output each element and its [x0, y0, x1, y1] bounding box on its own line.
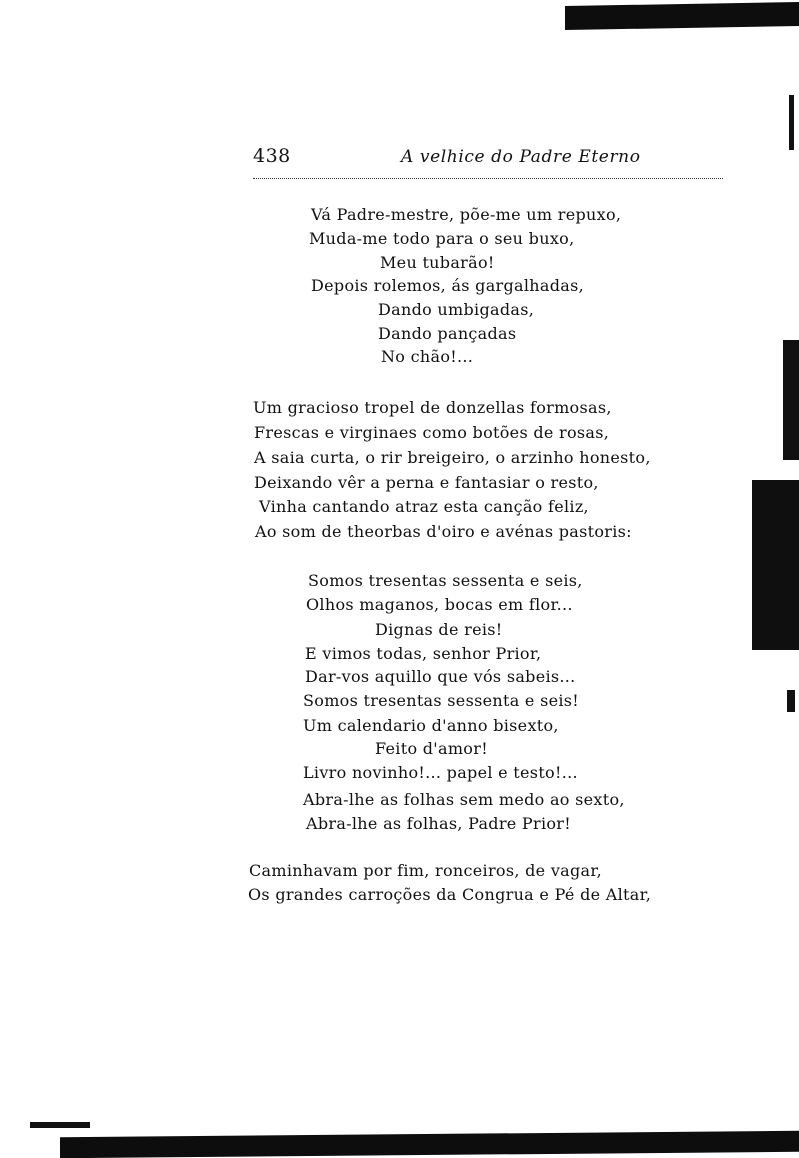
scan-edge-right [783, 340, 799, 460]
verse-line: Vinha cantando atraz esta canção feliz, [259, 497, 589, 516]
scan-edge-right [752, 480, 799, 650]
scan-edge-top [565, 2, 799, 30]
verse-line: A saia curta, o rir breigeiro, o arzinho honesto, [254, 448, 651, 467]
verse-line: Deixando vêr a perna e fantasiar o resto, [254, 473, 599, 492]
scan-edge-bottom [60, 1131, 799, 1158]
verse-line: Frescas e virginaes como botões de rosas, [254, 423, 610, 442]
scan-edge-right [789, 95, 794, 150]
verse-line: Muda-me todo para o seu buxo, [309, 229, 575, 248]
verse-line: Depois rolemos, ás gargalhadas, [311, 276, 585, 295]
verse-line: Dando umbigadas, [378, 300, 535, 319]
verse-line: Um gracioso tropel de donzellas formosas, [253, 398, 612, 417]
page-header [253, 143, 723, 173]
verse-line: Dignas de reis! [375, 620, 503, 639]
scan-edge-right [787, 690, 795, 712]
verse-line: Ao som de theorbas d'oiro e avénas pastoris: [255, 522, 632, 541]
header-rule [253, 178, 723, 179]
verse-line: Feito d'amor! [375, 739, 488, 758]
page-number: 438 [253, 145, 291, 167]
verse-line: Dando pançadas [378, 324, 517, 343]
verse-line: Um calendario d'anno bisexto, [303, 716, 559, 735]
verse-line: No chão!... [381, 347, 474, 366]
verse-line: Dar-vos aquillo que vós sabeis... [305, 667, 576, 686]
verse-line: Abra-lhe as folhas, Padre Prior! [306, 814, 571, 833]
scan-edge-bottom [30, 1122, 90, 1128]
verse-line: Abra-lhe as folhas sem medo ao sexto, [303, 790, 625, 809]
verse-line: Vá Padre-mestre, põe-me um repuxo, [311, 205, 622, 224]
verse-line: E vimos todas, senhor Prior, [305, 644, 542, 663]
verse-line: Caminhavam por fim, ronceiros, de vagar, [249, 861, 602, 880]
verse-line: Somos tresentas sessenta e seis, [308, 571, 583, 590]
running-title: A velhice do Padre Eterno [401, 147, 641, 167]
verse-line: Meu tubarão! [380, 253, 495, 272]
verse-line: Olhos maganos, bocas em flor... [306, 595, 573, 614]
verse-line: Livro novinho!... papel e testo!... [303, 763, 578, 782]
verse-line: Somos tresentas sessenta e seis! [303, 691, 580, 710]
verse-line: Os grandes carroções da Congrua e Pé de Altar, [248, 885, 652, 904]
